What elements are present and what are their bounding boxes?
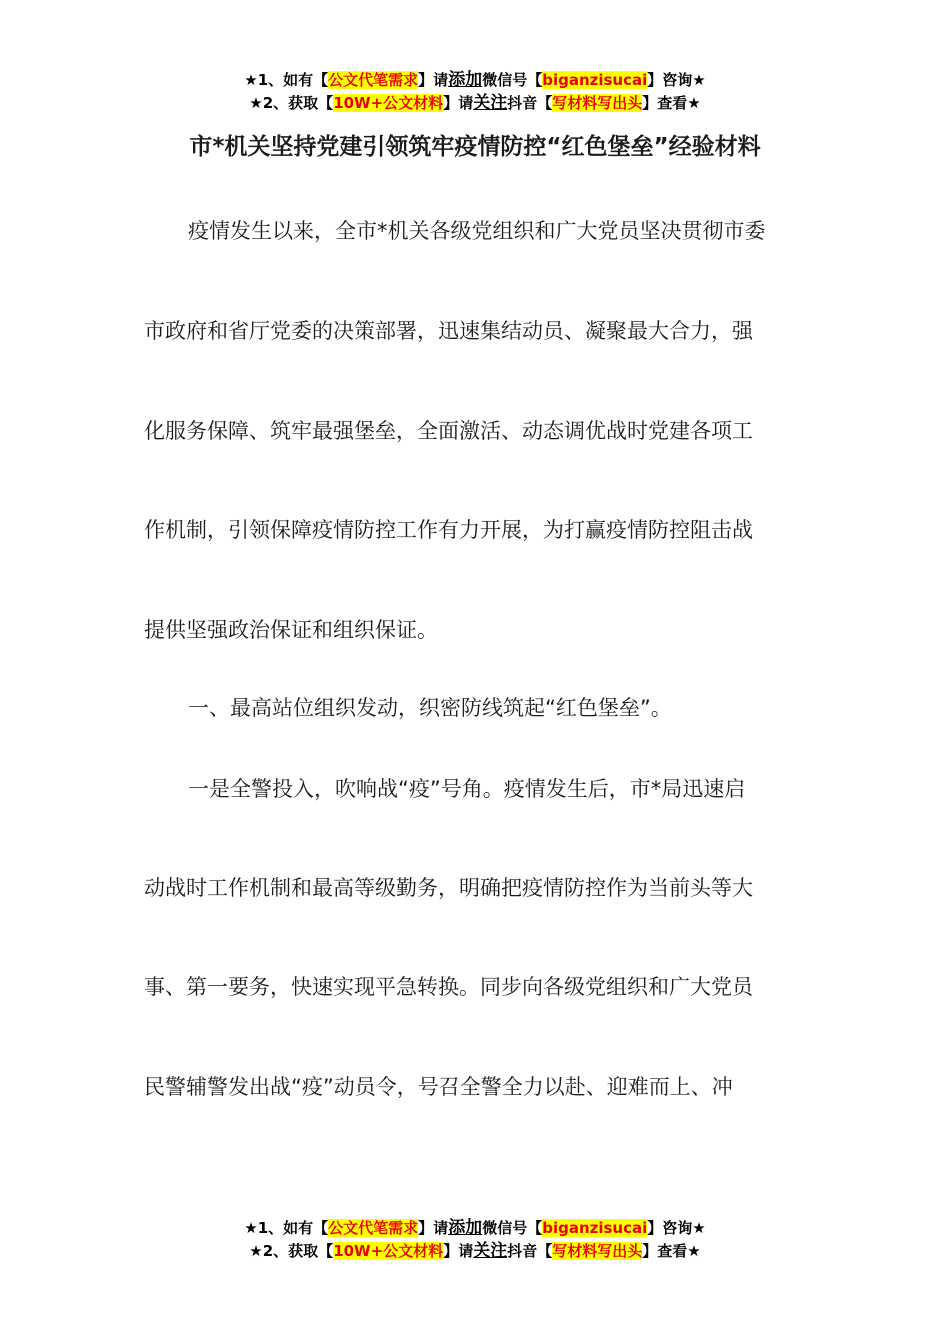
banner-text: 】查看★ bbox=[642, 1242, 701, 1260]
banner-text: 】咨询★ bbox=[647, 71, 706, 89]
banner-text: 】查看★ bbox=[642, 94, 701, 112]
banner-text: 】请 bbox=[443, 94, 474, 112]
paragraph-line: 化服务保障、筑牢最强堡垒，全面激活、动态调优战时党建各项工 bbox=[144, 419, 753, 443]
banner-line-1 bbox=[0, 69, 950, 92]
banner-text: 微信号【 bbox=[482, 71, 543, 89]
banner-emphasis: 添加 bbox=[448, 70, 483, 90]
highlight-douyin-id: 写材料写出头 bbox=[552, 1242, 643, 1260]
banner-text: 】请 bbox=[418, 1219, 449, 1237]
highlight-service: 公文代笔需求 bbox=[328, 71, 419, 89]
paragraph-line: 民警辅警发出战“疫”动员令，号召全警全力以赴、迎难而上、冲 bbox=[144, 1075, 733, 1099]
banner-text: ★1、如有【 bbox=[244, 71, 329, 89]
section-heading: 一、最高站位组织发动，织密防线筑起“红色堡垒”。 bbox=[188, 696, 672, 720]
paragraph-line: 疫情发生以来，全市*机关各级党组织和广大党员坚决贯彻市委 bbox=[188, 219, 766, 243]
header-banner bbox=[0, 69, 950, 115]
banner-text: ★1、如有【 bbox=[244, 1219, 329, 1237]
paragraph-line: 提供坚强政治保证和组织保证。 bbox=[144, 618, 438, 642]
banner-text: 微信号【 bbox=[482, 1219, 543, 1237]
banner-line-1 bbox=[0, 1217, 950, 1240]
banner-text: 】请 bbox=[418, 71, 449, 89]
paragraph-line: 市政府和省厅党委的决策部署，迅速集结动员、凝聚最大合力，强 bbox=[144, 319, 753, 343]
banner-text: 】咨询★ bbox=[647, 1219, 706, 1237]
paragraph-line: 事、第一要务，快速实现平急转换。同步向各级党组织和广大党员 bbox=[144, 975, 753, 999]
highlight-wechat-id: biganzisucai bbox=[542, 71, 648, 89]
banner-text: 抖音【 bbox=[507, 94, 553, 112]
document-title: 市*机关坚持党建引领筑牢疫情防控“红色堡垒”经验材料 bbox=[189, 134, 761, 160]
banner-emphasis: 关注 bbox=[473, 93, 508, 113]
highlight-service: 公文代笔需求 bbox=[328, 1219, 419, 1237]
paragraph-line: 一是全警投入，吹响战“疫”号角。疫情发生后，市*局迅速启 bbox=[188, 777, 746, 801]
banner-text: ★2、获取【 bbox=[249, 1242, 334, 1260]
banner-line-2 bbox=[0, 1240, 950, 1263]
banner-emphasis: 关注 bbox=[473, 1241, 508, 1261]
banner-line-2 bbox=[0, 92, 950, 115]
footer-banner bbox=[0, 1217, 950, 1263]
banner-text: 抖音【 bbox=[507, 1242, 553, 1260]
banner-text: ★2、获取【 bbox=[249, 94, 334, 112]
highlight-wechat-id: biganzisucai bbox=[542, 1219, 648, 1237]
highlight-materials: 10W+公文材料 bbox=[333, 94, 444, 112]
paragraph-line: 动战时工作机制和最高等级勤务，明确把疫情防控作为当前头等大 bbox=[144, 876, 753, 900]
paragraph-line: 作机制，引领保障疫情防控工作有力开展，为打赢疫情防控阻击战 bbox=[144, 518, 753, 542]
highlight-douyin-id: 写材料写出头 bbox=[552, 94, 643, 112]
highlight-materials: 10W+公文材料 bbox=[333, 1242, 444, 1260]
banner-emphasis: 添加 bbox=[448, 1218, 483, 1238]
banner-text: 】请 bbox=[443, 1242, 474, 1260]
